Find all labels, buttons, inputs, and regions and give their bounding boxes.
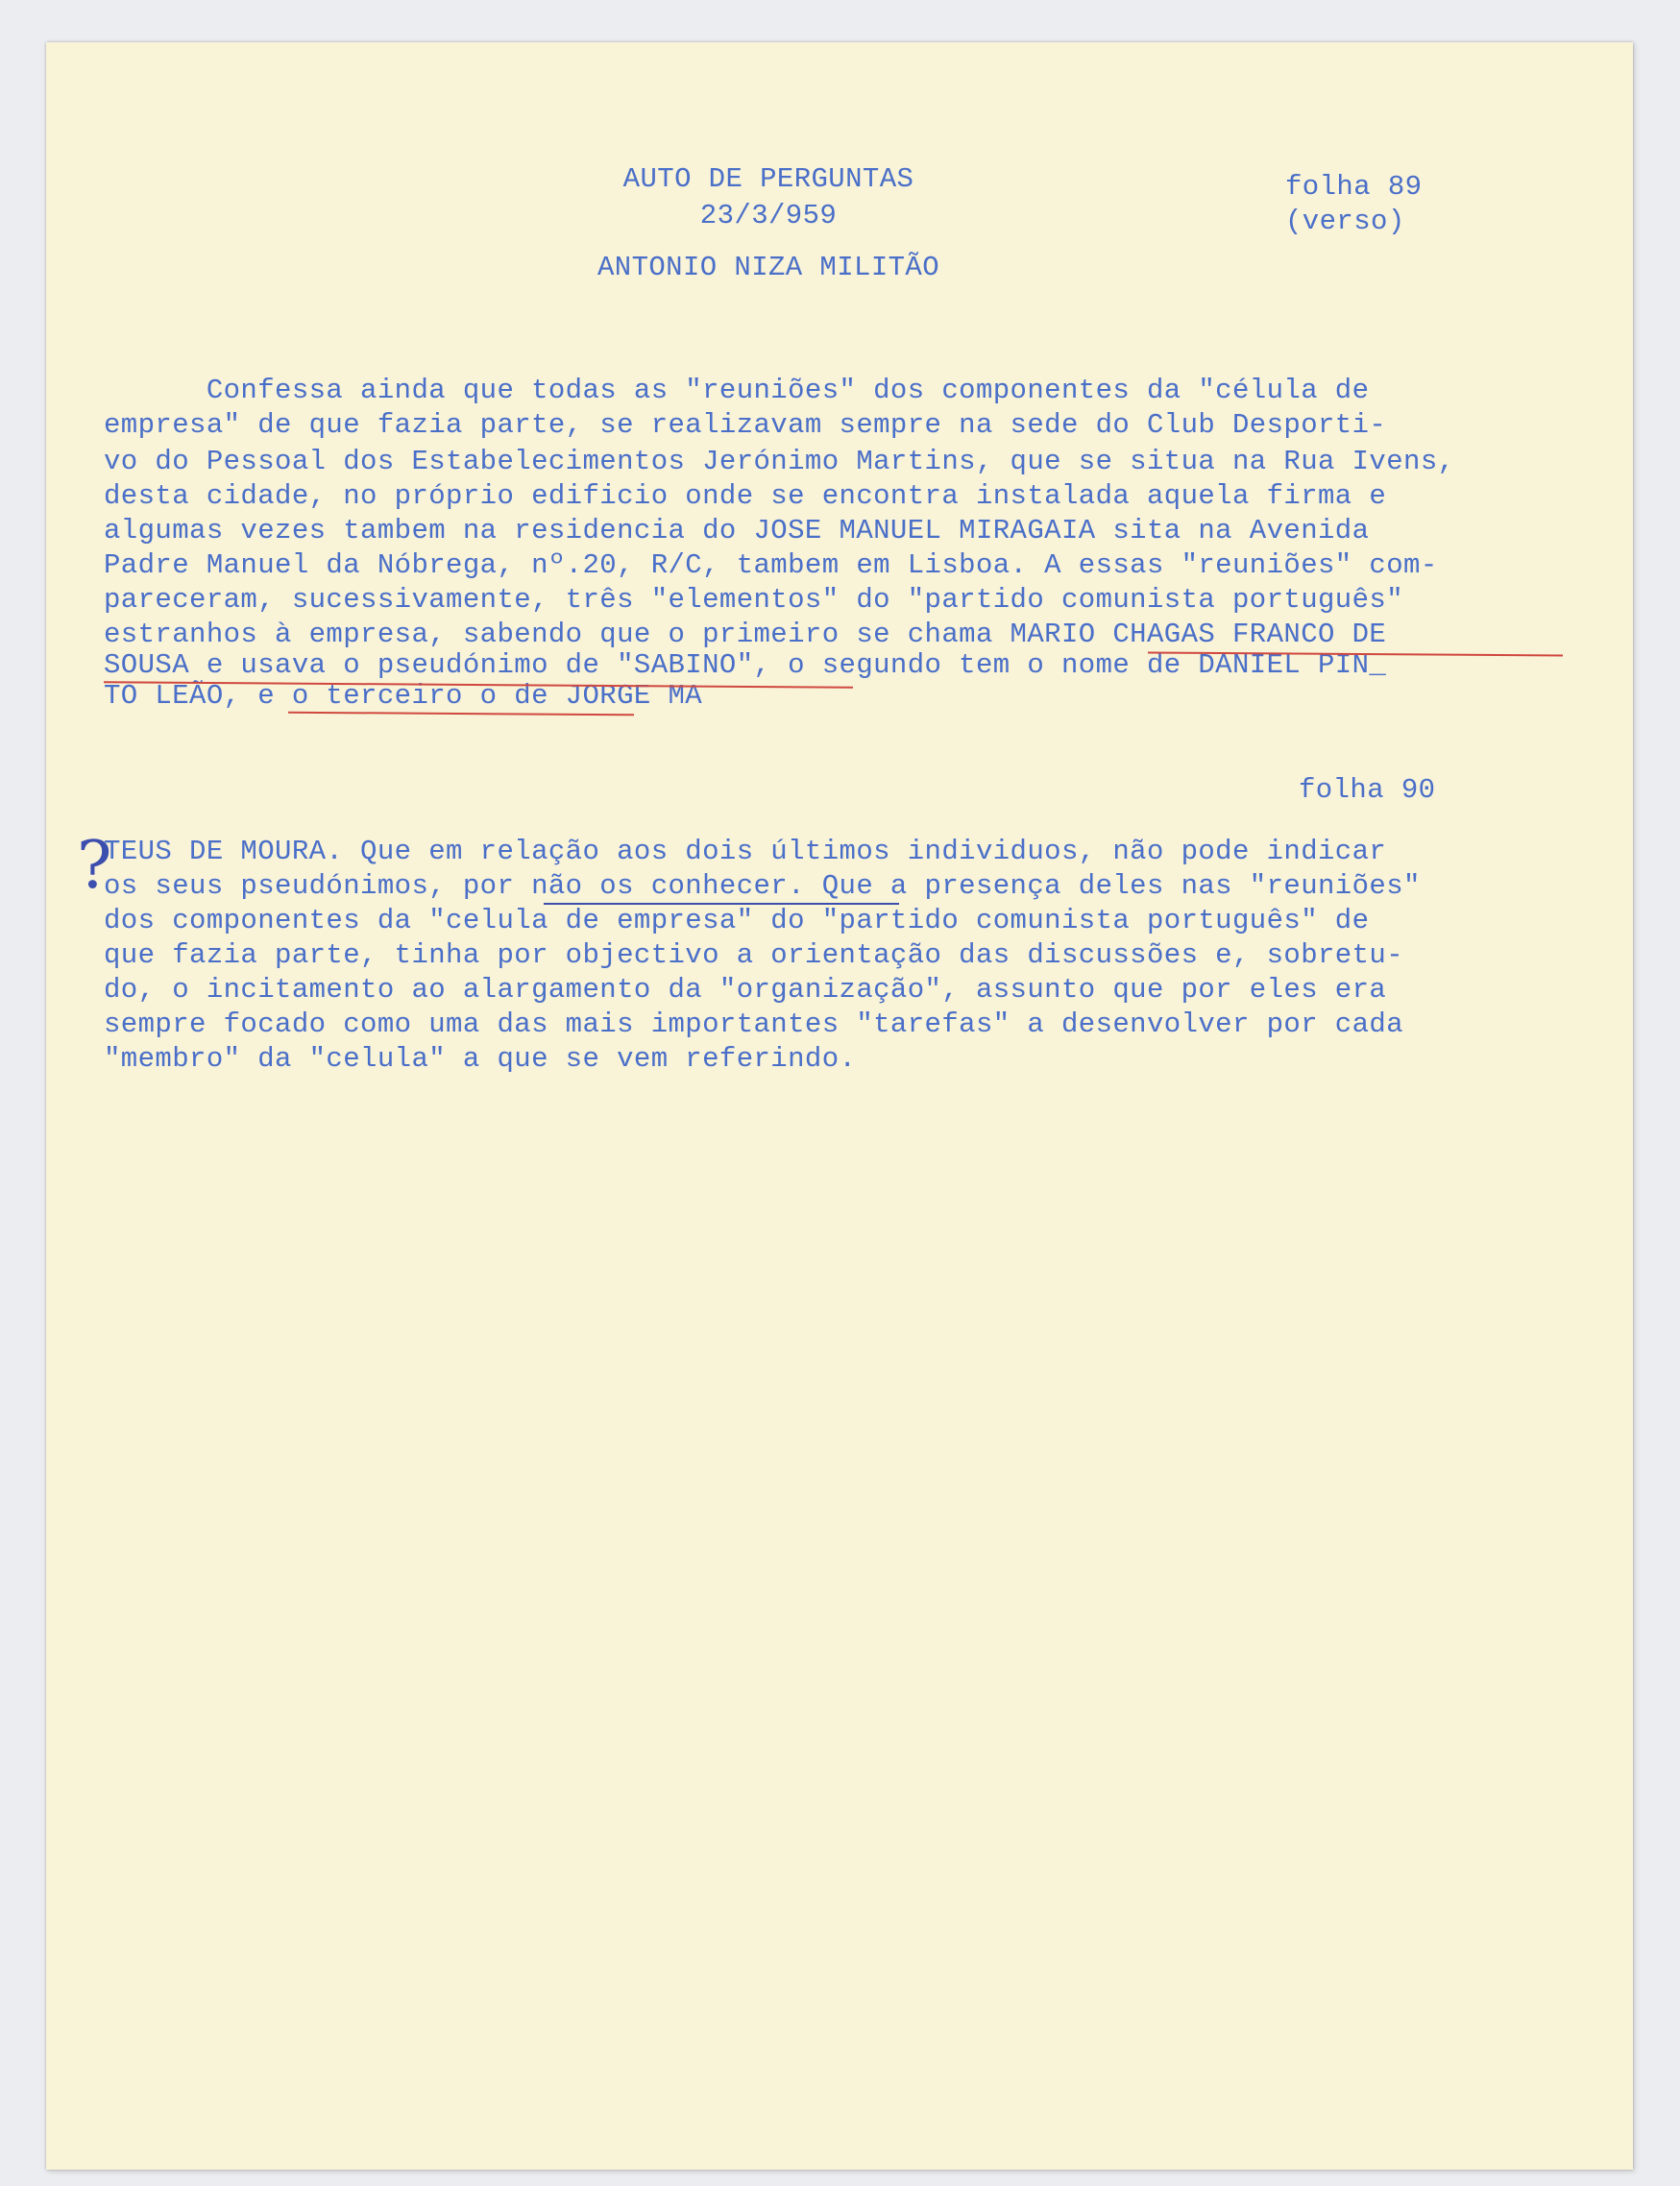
document-date: 23/3/959: [699, 200, 838, 231]
paragraph-1-line: Confessa ainda que todas as "reuniões" dos componentes da "célula de: [104, 375, 1370, 406]
paragraph-2-line: que fazia parte, tinha por objectivo a orientação das discussões e, sobretu-: [104, 939, 1404, 971]
paragraph-2-line: "membro" da "celula" a que se vem referindo.: [104, 1043, 857, 1075]
paragraph-1-line: vo do Pessoal dos Estabelecimentos Jerónimo Martins, que se situa na Rua Ivens,: [104, 446, 1455, 477]
folio-note: (verso): [1285, 206, 1405, 237]
paragraph-1-line: empresa" de que fazia parte, se realizavam sempre na sede do Club Desporti-: [104, 409, 1387, 441]
document-title: AUTO DE PERGUNTAS: [622, 163, 914, 195]
margin-question-mark: ?: [77, 828, 112, 904]
document-page: [46, 42, 1633, 2170]
paragraph-1-line: estranhos à empresa, sabendo que o primeiro se chama MARIO CHAGAS FRANCO DE: [104, 619, 1387, 650]
paragraph-1-line: algumas vezes tambem na residencia do JOSE MANUEL MIRAGAIA sita na Avenida: [104, 515, 1370, 546]
defendant-name: ANTONIO NIZA MILITÃO: [597, 252, 940, 283]
folio-number: folha 89: [1285, 171, 1423, 203]
paragraph-1-line: SOUSA e usava o pseudónimo de "SABINO", o segundo tem o nome de DANIEL PIN_: [104, 649, 1387, 681]
blue-underline-reason: [544, 903, 899, 905]
paragraph-2-line: sempre focado como uma das mais importantes "tarefas" a desenvolver por cada: [104, 1008, 1404, 1040]
folio-number-2: folha 90: [1299, 774, 1436, 806]
paragraph-1-line: TO LEÃO, e o terceiro o de JORGE MA: [104, 680, 703, 712]
paragraph-1-line: pareceram, sucessivamente, três "elementos" do "partido comunista português": [104, 584, 1404, 616]
paragraph-2-line: do, o incitamento ao alargamento da "organização", assunto que por eles era: [104, 974, 1387, 1006]
paragraph-2-line: TEUS DE MOURA. Que em relação aos dois últimos individuos, não pode indicar: [104, 836, 1387, 867]
paragraph-1-line: Padre Manuel da Nóbrega, nº.20, R/C, tambem em Lisboa. A essas "reuniões" com-: [104, 549, 1438, 581]
paragraph-2-line: dos componentes da "celula de empresa" do "partido comunista português" de: [104, 905, 1370, 936]
paragraph-1-line: desta cidade, no próprio edificio onde se encontra instalada aquela firma e: [104, 480, 1387, 512]
paragraph-2-line: os seus pseudónimos, por não os conhecer. Que a presença deles nas "reuniões": [104, 870, 1421, 902]
